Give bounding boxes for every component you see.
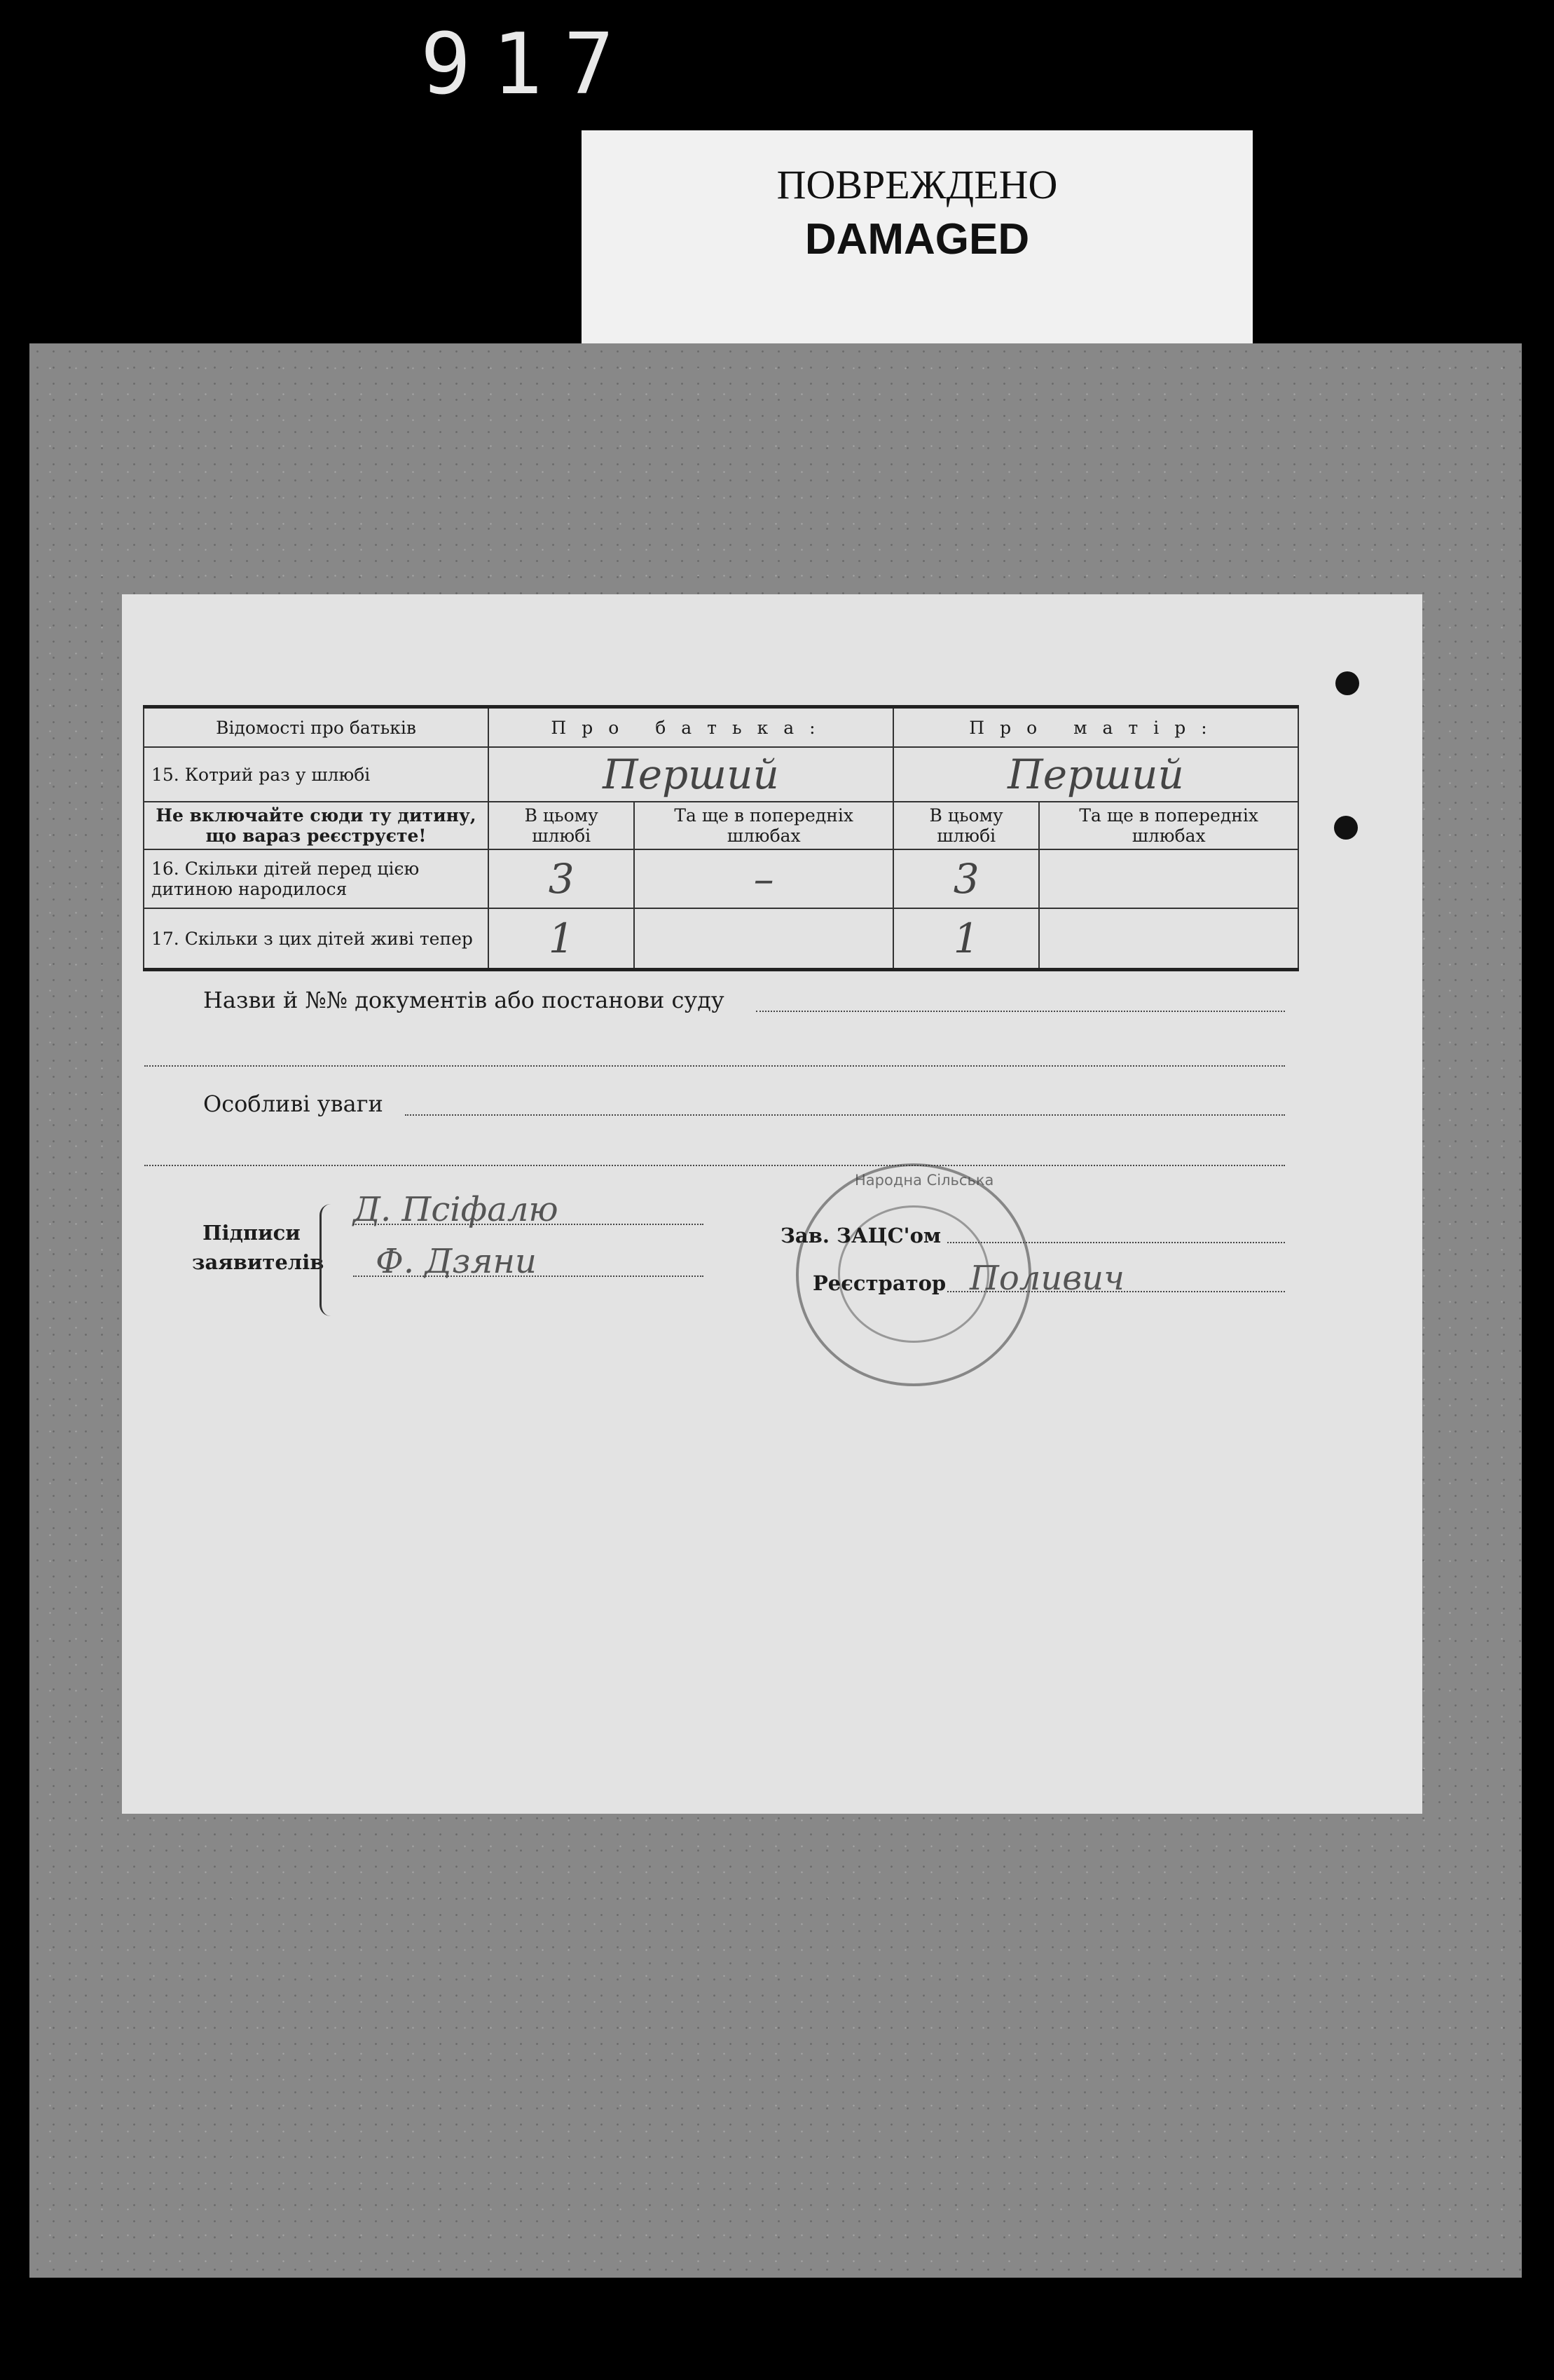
section-header: Відомості про батьків <box>144 707 488 748</box>
documents-label: Назви й №№ документів або постанови суду <box>203 987 724 1013</box>
row-16-label: 16. Скільки дітей перед цією дитиною народилося <box>144 849 488 908</box>
row-16-father-previous: – <box>634 849 893 908</box>
zags-head-label: Зав. ЗАЦС'ом <box>781 1224 942 1247</box>
table-row-17 <box>144 908 1298 970</box>
row-17-father-this: 1 <box>488 908 634 970</box>
applicant-1-line <box>353 1224 703 1225</box>
documents-line-1 <box>756 1011 1285 1012</box>
damage-label-english: DAMAGED <box>804 215 1030 264</box>
mother-this-marriage-header: В цьому шлюбі <box>893 802 1039 849</box>
punch-hole-middle <box>1334 816 1358 840</box>
stamp-text: Народна Сільська <box>855 1172 994 1189</box>
remarks-line-2 <box>144 1165 1285 1166</box>
documents-line-2 <box>144 1065 1285 1067</box>
mother-previous-marriages-header: Та ще в попередніх шлюбах <box>1039 802 1298 849</box>
row-17-father-previous <box>634 908 893 970</box>
row-16-mother-this: 3 <box>893 849 1039 908</box>
punch-hole-top <box>1335 671 1359 695</box>
row-16-father-this: 3 <box>488 849 634 908</box>
row-17-label: 17. Скільки з цих дітей живі тепер <box>144 908 488 970</box>
father-column-header: Про батька: <box>488 707 893 748</box>
remarks-line-1 <box>405 1114 1285 1116</box>
zags-head-line <box>947 1242 1285 1243</box>
registrar-label: Реєстратор <box>813 1271 947 1295</box>
registrar-signature: Поливич <box>970 1259 1125 1298</box>
row-17-mother-previous <box>1039 908 1298 970</box>
applicant-2-line <box>353 1276 703 1277</box>
registration-form <box>122 594 1422 1814</box>
exclusion-note: Не включайте сюди ту дитину, що вараз реєструєте! <box>144 802 488 849</box>
table-row-15 <box>144 747 1298 802</box>
frame-number: 917 <box>420 16 635 114</box>
signatures-label: Підписи заявителів <box>192 1221 324 1274</box>
row-15-label: 15. Котрий раз у шлюбі <box>144 747 488 802</box>
mother-column-header: Про матір: <box>893 707 1298 748</box>
table-row-16 <box>144 849 1298 908</box>
parents-info-table <box>143 705 1299 971</box>
father-this-marriage-header: В цьому шлюбі <box>488 802 634 849</box>
applicant-2-signature: Ф. Дзяни <box>376 1242 537 1281</box>
row-15-father-value: Перший <box>488 747 893 802</box>
remarks-label: Особливі уваги <box>203 1090 383 1117</box>
table-note-row <box>144 802 1298 849</box>
row-15-mother-value: Перший <box>893 747 1298 802</box>
row-17-mother-this: 1 <box>893 908 1039 970</box>
row-16-mother-previous <box>1039 849 1298 908</box>
registrar-line <box>947 1291 1285 1292</box>
applicant-1-signature: Д. Псіфалю <box>353 1190 558 1229</box>
signatures-brace <box>319 1204 337 1316</box>
father-previous-marriages-header: Та ще в попередніх шлюбах <box>634 802 893 849</box>
damage-label <box>582 130 1253 362</box>
table-header-row <box>144 707 1298 748</box>
damage-label-russian: ПОВРЕЖДЕНО <box>776 162 1058 207</box>
